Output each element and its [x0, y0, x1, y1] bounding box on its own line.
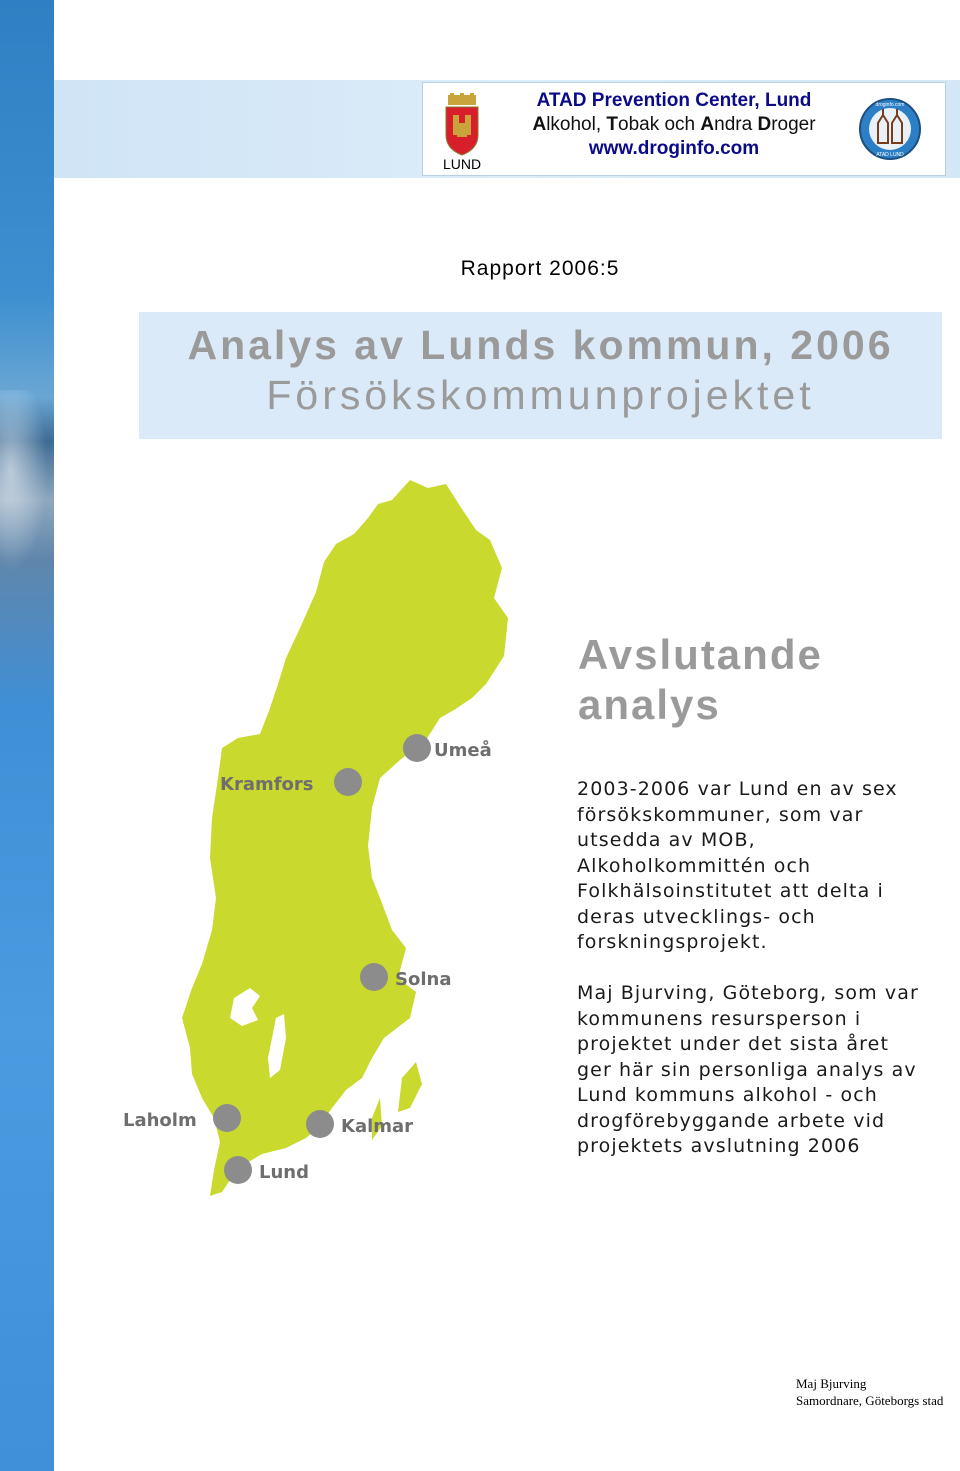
header-text [496, 89, 852, 161]
svg-text:ATAD LUND: ATAD LUND [876, 152, 904, 158]
section-heading: Avslutande analys [578, 631, 823, 728]
lund-coat-of-arms-logo [436, 93, 488, 171]
website-url: www.droginfo.com [588, 138, 760, 159]
organization-name: ATAD Prevention Center, Lund [536, 90, 812, 111]
intro-paragraph: 2003-2006 var Lund en av sex försökskommuner, som var utsedda av MOB, Alkoholkommittén och Folkhälsoinstitutet att delta i deras utvecklings- och forskningsprojekt. [577, 778, 898, 953]
document-title: Analys av Lunds kommun, 2006 [187, 322, 894, 368]
atad-lund-logo [858, 97, 922, 161]
author-role: Samordnare, Göteborgs stad [796, 1393, 944, 1408]
city-dot-lund [224, 1156, 252, 1184]
city-dot-kalmar [306, 1110, 334, 1138]
svg-text:LUND: LUND [442, 156, 482, 171]
author-name: Maj Bjurving [796, 1376, 867, 1391]
city-dot-kramfors [334, 768, 362, 796]
footer-author [796, 1375, 960, 1409]
report-number: Rapport 2006:5 [460, 257, 620, 280]
city-dot-solna [360, 963, 388, 991]
author-paragraph: Maj Bjurving, Göteborg, som var kommunens resursperson i projektet under det sista året ger här sin personliga analys av Lund kommuns alkohol - och drogförebyggande arbete vid projektets avslutning 2006 [577, 982, 919, 1157]
city-label-kramfors: Kramfors [220, 774, 314, 795]
organization-subtitle: Alkohol, Tobak och Andra Droger [532, 114, 816, 135]
sweden-land-shape [182, 480, 508, 1196]
city-dot-umea [403, 734, 431, 762]
svg-text:droginfo.com: droginfo.com [875, 102, 905, 108]
city-label-solna: Solna [395, 969, 452, 990]
city-dot-laholm [213, 1104, 241, 1132]
document-subtitle: Försökskommunprojektet [266, 372, 815, 418]
decorative-side-band [0, 0, 54, 1471]
gotland-island [398, 1062, 422, 1112]
city-label-kalmar: Kalmar [341, 1116, 414, 1137]
city-label-laholm: Laholm [123, 1110, 197, 1131]
city-label-lund: Lund [259, 1162, 309, 1183]
city-label-umea: Umeå [434, 740, 492, 761]
sweden-map [110, 478, 530, 1203]
